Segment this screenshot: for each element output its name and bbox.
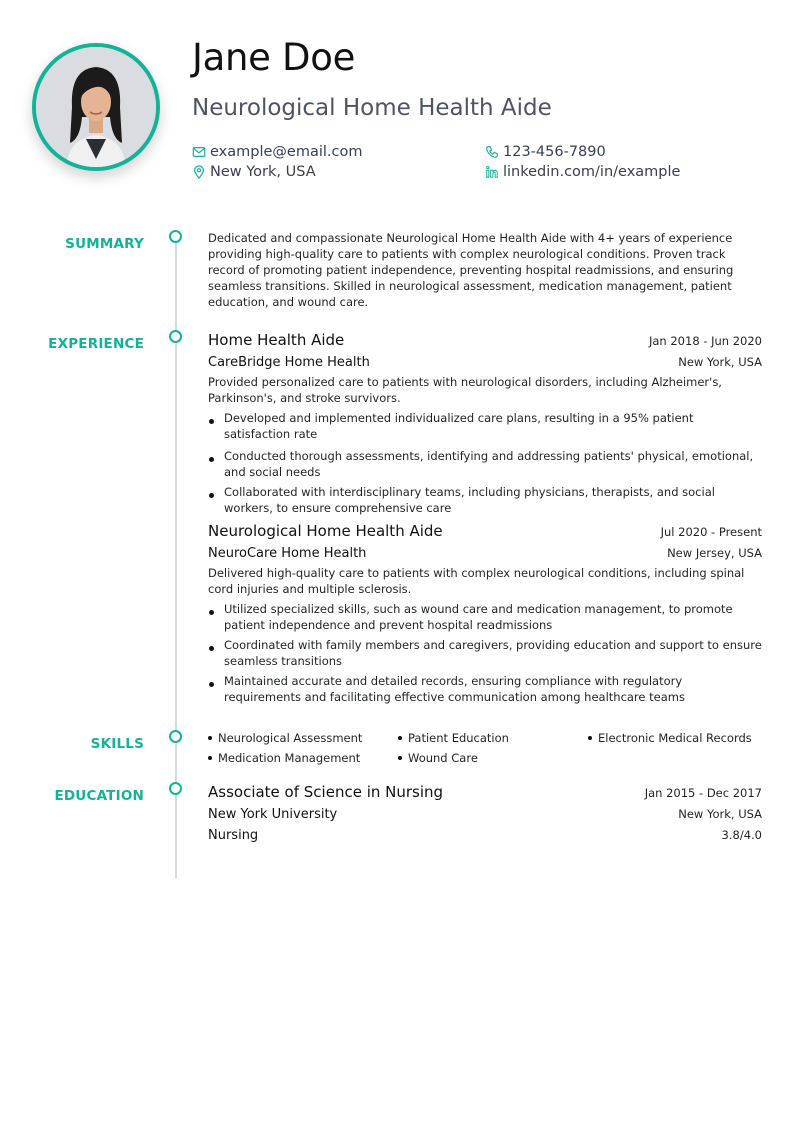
experience-item (208, 331, 762, 516)
job-title: Home Health Aide (208, 331, 345, 349)
field-row (208, 828, 762, 843)
field-of-study: Nursing (208, 828, 259, 843)
job-header (208, 522, 762, 540)
company-name: CareBridge Home Health (208, 355, 370, 370)
job-location: New Jersey, USA (667, 546, 762, 560)
phone-text[interactable]: 123-456-7890 (503, 144, 606, 160)
skills-list (208, 730, 762, 766)
candidate-name: Jane Doe (192, 36, 356, 79)
contact-phone[interactable] (485, 142, 606, 162)
job-bullet: Collaborated with interdisciplinary teams, including physicians, therapists, and social workers, to ensure comprehensive care (208, 484, 762, 516)
timeline-dot-summary (169, 230, 182, 243)
job-location: New York, USA (678, 355, 762, 369)
section-label-experience: EXPERIENCE (48, 336, 144, 352)
section-label-skills: SKILLS (90, 736, 144, 752)
portrait-image (36, 47, 156, 167)
school-location: New York, USA (678, 807, 762, 821)
candidate-title: Neurological Home Health Aide (192, 95, 552, 121)
location-text: New York, USA (210, 164, 316, 180)
job-bullets (208, 410, 762, 516)
summary-section (208, 230, 762, 310)
company-name: NeuroCare Home Health (208, 546, 367, 561)
education-dates: Jan 2015 - Dec 2017 (644, 786, 762, 800)
education-item (208, 783, 762, 843)
degree-row (208, 783, 762, 801)
email-icon (192, 145, 206, 159)
timeline-dot-skills (169, 730, 182, 743)
timeline-dot-experience (169, 330, 182, 343)
linkedin-text[interactable]: linkedin.com/in/example (503, 164, 681, 180)
timeline-dot-education (169, 782, 182, 795)
job-bullet: Coordinated with family members and caregivers, providing education and support to ensure seamless transitions (208, 637, 762, 669)
job-description: Delivered high-quality care to patients with complex neurological conditions, including spinal cord injuries and multiple sclerosis. (208, 566, 745, 596)
job-bullet: Conducted thorough assessments, identifying and addressing patients' physical, emotional, and social needs (208, 448, 762, 480)
section-label-summary: SUMMARY (65, 236, 144, 252)
skill-item: Wound Care (398, 750, 588, 766)
job-header (208, 331, 762, 349)
experience-item (208, 522, 762, 705)
gpa: 3.8/4.0 (721, 828, 762, 842)
skills-section (208, 730, 762, 766)
email-text[interactable]: example@email.com (210, 144, 363, 160)
school-name: New York University (208, 807, 338, 822)
job-bullets (208, 601, 762, 705)
job-description: Provided personalized care to patients with neurological disorders, including Alzheimer's, Parkinson's, and stroke survivors. (208, 375, 722, 405)
job-dates: Jan 2018 - Jun 2020 (648, 334, 762, 348)
job-bullet: Utilized specialized skills, such as wound care and medication management, to promote patient independence and prevent hospital readmissions (208, 601, 762, 633)
profile-photo (32, 43, 160, 171)
section-label-education: EDUCATION (54, 788, 144, 804)
contact-linkedin[interactable] (485, 162, 680, 182)
skill-item: Patient Education (398, 730, 588, 746)
company-row (208, 546, 762, 561)
contact-email[interactable] (192, 142, 362, 162)
phone-icon (485, 145, 499, 159)
job-bullet: Maintained accurate and detailed records, ensuring compliance with regulatory requirements and facilitating effective communication among healthcare teams (208, 673, 762, 705)
contact-location (192, 162, 316, 182)
skill-item: Neurological Assessment (208, 730, 398, 746)
job-title: Neurological Home Health Aide (208, 522, 443, 540)
degree-title: Associate of Science in Nursing (208, 783, 444, 801)
company-row (208, 355, 762, 370)
skill-item: Electronic Medical Records (588, 730, 762, 746)
job-dates: Jul 2020 - Present (660, 525, 762, 539)
job-bullet: Developed and implemented individualized care plans, resulting in a 95% patient satisfaction rate (208, 410, 762, 442)
location-pin-icon (192, 165, 206, 179)
skill-item: Medication Management (208, 750, 398, 766)
school-row (208, 807, 762, 822)
linkedin-icon (485, 165, 499, 179)
summary-text: Dedicated and compassionate Neurological Home Health Aide with 4+ years of experience providing high-quality care to patients with complex neurological conditions. Proven track record of promoting patient independence, preventing hospital readmissions, and ensuring seamless transitions. Skilled in neurological assessment, medication management, patient education, and wound care. (208, 231, 734, 309)
